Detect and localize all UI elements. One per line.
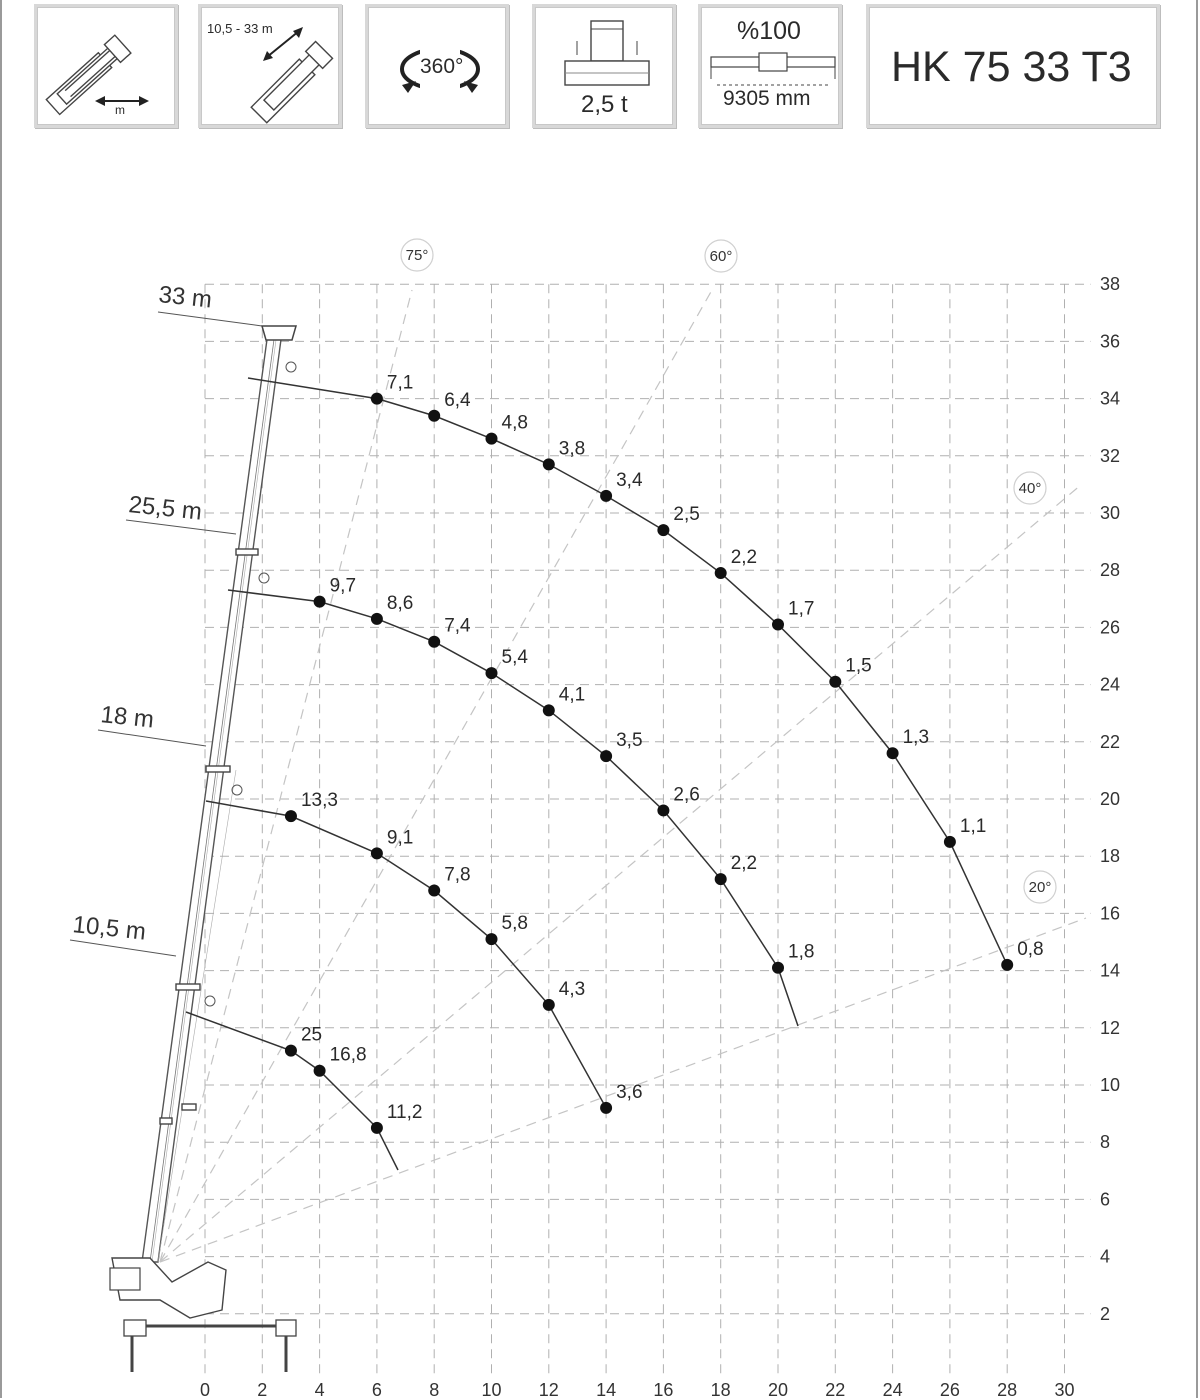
load-point-label: 5,4 — [501, 647, 528, 669]
y-tick-label: 36 — [1100, 331, 1121, 352]
load-point-label: 8,6 — [386, 592, 414, 614]
load-point — [486, 667, 498, 679]
radius-unit: m — [115, 103, 125, 117]
load-point-label: 5,8 — [501, 913, 528, 935]
angle-marker-label: 40° — [1018, 480, 1042, 497]
load-point — [600, 1102, 612, 1114]
load-point-label: 3,8 — [558, 438, 586, 460]
load-point — [285, 810, 297, 822]
y-tick-label: 4 — [1100, 1246, 1111, 1267]
load-point-label: 9,1 — [386, 827, 414, 849]
load-point-label: 11,2 — [386, 1101, 423, 1123]
boom-length-leader — [158, 312, 262, 326]
load-point — [715, 567, 727, 579]
outrigger-right — [276, 1320, 296, 1336]
angle-marker-label: 20° — [1028, 879, 1052, 896]
load-point-label: 25 — [300, 1024, 323, 1046]
y-tick-label: 32 — [1100, 445, 1121, 466]
y-tick-label: 28 — [1100, 560, 1121, 581]
load-point-label: 2,2 — [730, 547, 758, 569]
x-tick-label: 28 — [997, 1380, 1018, 1400]
boom-length-label: 10,5 m — [71, 911, 148, 946]
x-tick-label: 10 — [481, 1380, 502, 1400]
boom-length-label: 25,5 m — [127, 491, 204, 526]
load-point-label: 9,7 — [329, 575, 357, 597]
load-point — [428, 636, 440, 648]
load-point-label: 2,2 — [730, 853, 758, 875]
x-tick-label: 20 — [767, 1380, 789, 1400]
load-point — [600, 750, 612, 762]
load-point — [600, 490, 612, 502]
load-point — [486, 933, 498, 945]
load-point-label: 2,6 — [673, 784, 700, 806]
model-name: HK 75 33 T3 — [891, 43, 1132, 91]
load-point — [543, 458, 555, 470]
slew-angle: 360° — [420, 55, 464, 78]
load-point-label: 3,5 — [616, 730, 643, 752]
load-point — [657, 524, 669, 536]
load-point — [371, 847, 383, 859]
load-point-label: 7,8 — [444, 864, 471, 886]
load-point — [285, 1045, 297, 1057]
telescope-range: 10,5 - 33 m — [207, 21, 273, 36]
load-point-label: 1,8 — [788, 941, 815, 963]
load-point — [543, 704, 555, 716]
load-point-label: 0,8 — [1017, 938, 1044, 960]
load-point-label: 1,1 — [959, 815, 987, 837]
load-point — [944, 836, 956, 848]
y-tick-label: 12 — [1100, 1017, 1121, 1038]
load-point-label: 1,5 — [845, 655, 872, 677]
load-curves — [186, 378, 1007, 1170]
outrigger-left — [124, 1320, 146, 1336]
x-axis-ticks — [200, 1380, 1075, 1400]
load-point — [486, 433, 498, 445]
boom-length-label: 33 m — [157, 281, 214, 314]
boom-head — [262, 326, 296, 340]
x-tick-label: 14 — [596, 1380, 617, 1400]
y-tick-label: 26 — [1100, 617, 1121, 638]
load-point — [829, 676, 841, 688]
load-point — [772, 619, 784, 631]
x-tick-label: 18 — [710, 1380, 731, 1400]
y-tick-label: 10 — [1100, 1075, 1121, 1095]
angle-line-60 — [160, 290, 712, 1262]
load-point — [772, 962, 784, 974]
x-tick-label: 8 — [429, 1380, 440, 1400]
counterweight-value: 2,5 t — [581, 91, 628, 118]
load-point — [657, 804, 669, 816]
x-tick-label: 4 — [314, 1380, 325, 1400]
load-curve-1 — [248, 378, 1007, 965]
x-tick-label: 26 — [939, 1380, 960, 1400]
y-tick-label: 18 — [1100, 846, 1121, 867]
load-point — [715, 873, 727, 885]
load-point-label: 13,3 — [300, 790, 338, 812]
outrigger-percent: %100 — [737, 17, 801, 45]
load-point-label: 7,4 — [444, 615, 471, 637]
x-tick-label: 12 — [538, 1380, 559, 1400]
chart-grid — [205, 284, 1091, 1379]
angle-marker-label: 60° — [709, 248, 733, 265]
load-point-label: 1,7 — [788, 598, 815, 620]
load-point — [314, 596, 326, 608]
y-tick-label: 34 — [1100, 388, 1121, 409]
load-curve-4 — [186, 1012, 398, 1170]
y-tick-label: 24 — [1100, 674, 1121, 695]
load-point-label: 16,8 — [329, 1044, 367, 1066]
crane-drawing — [110, 326, 296, 1372]
x-tick-label: 24 — [882, 1380, 903, 1400]
x-tick-label: 16 — [653, 1380, 674, 1400]
load-point-label: 6,4 — [444, 389, 471, 411]
load-point-label: 4,3 — [558, 978, 586, 1000]
x-tick-label: 0 — [199, 1380, 211, 1400]
y-tick-label: 20 — [1100, 789, 1121, 809]
y-tick-label: 8 — [1100, 1132, 1111, 1153]
load-point-label: 4,8 — [501, 412, 528, 434]
angle-line-75 — [160, 290, 412, 1262]
load-point-label: 4,1 — [558, 684, 586, 706]
y-tick-label: 14 — [1100, 960, 1121, 981]
y-tick-label: 6 — [1100, 1189, 1111, 1210]
load-point-label: 2,5 — [673, 504, 700, 526]
y-axis-ticks — [1100, 274, 1120, 1324]
y-tick-label: 22 — [1100, 731, 1121, 752]
load-point — [371, 613, 383, 625]
y-tick-label: 16 — [1100, 903, 1121, 924]
angle-line-40 — [160, 484, 1082, 1262]
load-point — [428, 885, 440, 897]
x-tick-label: 2 — [257, 1380, 268, 1400]
y-tick-label: 2 — [1100, 1303, 1111, 1324]
x-tick-label: 22 — [825, 1380, 846, 1400]
y-tick-label: 30 — [1100, 503, 1121, 523]
y-tick-label: 38 — [1100, 274, 1121, 295]
load-point — [887, 747, 899, 759]
load-point-label: 1,3 — [902, 727, 930, 749]
load-point — [314, 1065, 326, 1077]
load-point — [371, 393, 383, 405]
x-tick-label: 30 — [1054, 1380, 1075, 1400]
load-point-label: 3,6 — [616, 1081, 643, 1103]
load-point — [371, 1122, 383, 1134]
x-tick-label: 6 — [371, 1380, 382, 1400]
load-point-label: 3,4 — [616, 469, 643, 491]
load-point-label: 7,1 — [386, 372, 414, 394]
load-point — [428, 410, 440, 422]
load-point — [1001, 959, 1013, 971]
boom-length-label: 18 m — [99, 701, 156, 734]
angle-marker-label: 75° — [405, 247, 429, 264]
outrigger-span: 9305 mm — [723, 87, 811, 110]
load-point — [543, 999, 555, 1011]
load-points — [285, 373, 1044, 1134]
